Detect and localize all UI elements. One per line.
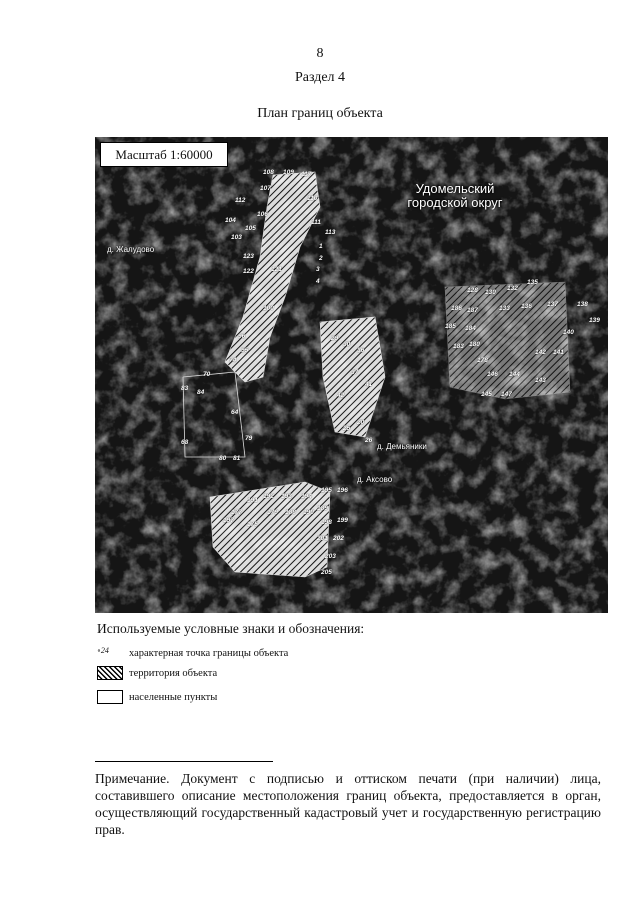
boundary-point-label: 179 (267, 509, 278, 516)
boundary-point-label: 41 (365, 381, 373, 388)
boundary-point-label: 183 (453, 343, 464, 350)
village-label: д. Жалудово (107, 245, 155, 254)
boundary-point-label: 199 (337, 517, 348, 524)
boundary-point-label: 105 (245, 225, 256, 232)
boundary-point-label: 189 (317, 505, 328, 512)
boundary-point-label: 184 (465, 325, 476, 332)
boundary-point-label: 139 (589, 317, 600, 324)
boundary-point-label: 180 (469, 341, 480, 348)
boundary-point-label: 202 (333, 535, 344, 542)
legend-title: Используемые условные знаки и обозначения: (97, 621, 365, 636)
boundary-point-label: 144 (509, 371, 520, 378)
boundary-point-label: 135 (527, 279, 538, 286)
boundary-point-label: 122 (243, 268, 254, 275)
legend-point-sample: 24 (100, 646, 109, 655)
boundary-point-label: 187 (467, 307, 478, 314)
boundary-point-label: 70 (203, 371, 211, 378)
boundary-point-label: 138 (577, 301, 588, 308)
boundary-point-label: 29 (331, 335, 339, 342)
boundary-point-label: 191 (247, 497, 258, 504)
section-title: Раздел 4 (294, 70, 346, 85)
boundary-point-label: 113 (325, 229, 336, 236)
boundary-point-label: 194 (301, 493, 312, 500)
boundary-point-label: 192 (263, 493, 274, 500)
boundary-point-label: 2 (319, 255, 323, 262)
legend-territory-label: территория объекта (129, 667, 218, 679)
plan-title: План границ объекта (257, 106, 383, 121)
boundary-point-label: 177 (231, 509, 242, 516)
page-number: 8 (316, 46, 324, 61)
legend-settlement-row (97, 690, 217, 704)
boundary-point-label: 141 (553, 349, 564, 356)
boundary-point-label: 109 (283, 169, 294, 176)
boundary-point-label: 64 (231, 409, 239, 416)
boundary-point-label: 42 (337, 392, 345, 399)
boundary-point-label: 140 (563, 329, 574, 336)
hatched-area-icon (97, 666, 123, 680)
boundary-point-label: 3 (316, 266, 320, 273)
boundary-point-label: 145 (481, 391, 492, 398)
boundary-point-label: 132 (507, 285, 518, 292)
boundary-point-icon: ∘24 (97, 646, 109, 655)
boundary-point-label: 186 (451, 305, 462, 312)
legend-territory-row (97, 666, 217, 680)
boundary-point-label: 188 (285, 509, 296, 516)
boundary-point-label: 133 (499, 305, 510, 312)
boundary-point-label: 175 (247, 521, 258, 528)
boundary-point-label: 110 (307, 195, 318, 202)
footnote-divider (95, 761, 273, 762)
boundary-point-label: 80 (219, 455, 227, 462)
boundary-point-label: 130 (485, 289, 496, 296)
boundary-point-label: 81 (233, 455, 241, 462)
boundary-point-label: 25 (343, 425, 351, 432)
boundary-point-label: 178 (477, 357, 488, 364)
boundary-point-label: 136 (521, 303, 532, 310)
boundary-point-label: 142 (535, 349, 546, 356)
footnote-note: Примечание. Документ с подписью и оттиском печати (при наличии) лица, составившего описание местоположения границ объекта, предоставляется в орган, осуществляющий государственный кадастровый учет и государственную регистрацию прав. (95, 771, 601, 837)
boundary-point-label: 196 (337, 487, 348, 494)
boundary-point-label: 112 (235, 197, 246, 204)
boundary-point-label: 20 (357, 419, 365, 426)
boundary-point-label: 146 (487, 371, 498, 378)
village-label: д. Демьяники (377, 442, 427, 451)
legend-point-label: характерная точка границы объекта (129, 647, 289, 659)
boundary-point-label: 37 (351, 369, 359, 376)
boundary-point-label: 185 (445, 323, 456, 330)
boundary-point-label: 68 (181, 439, 189, 446)
boundary-point-label: 197 (223, 517, 234, 524)
boundary-point-label: 201 (317, 535, 328, 542)
district-label: Удомельский городской округ (407, 181, 503, 210)
village-label: д. Аксово (357, 475, 393, 484)
boundary-point-label: 111 (311, 219, 321, 226)
scale-label: Масштаб 1:60000 (100, 142, 228, 167)
boundary-map (95, 137, 608, 613)
boundary-point-label: 143 (535, 377, 546, 384)
boundary-point-label: 123 (243, 253, 254, 260)
legend-point-row (97, 646, 288, 660)
boundary-point-label: 117 (301, 171, 312, 178)
legend-settlement-label: населенные пункты (129, 691, 218, 703)
boundary-point-label: 30 (343, 341, 351, 348)
boundary-point-label: 203 (325, 553, 336, 560)
boundary-point-label: 74 (229, 357, 237, 364)
boundary-point-label: 96 (238, 333, 246, 340)
boundary-point-label: 198 (321, 519, 332, 526)
boundary-point-label: 103 (231, 234, 242, 241)
boundary-point-label: 36 (357, 347, 365, 354)
boundary-point-label: 193 (281, 493, 292, 500)
boundary-point-label: 1 (319, 243, 323, 250)
boundary-point-label: 108 (263, 169, 274, 176)
boundary-point-label: 147 (501, 391, 512, 398)
boundary-point-label: 137 (547, 301, 558, 308)
boundary-point-label: 205 (321, 569, 332, 576)
boundary-point-label: 100 (263, 305, 274, 312)
boundary-point-label: 95 (241, 347, 249, 354)
boundary-point-label: 104 (225, 217, 236, 224)
boundary-point-label: 4 (316, 278, 320, 285)
boundary-point-label: 107 (260, 185, 271, 192)
settlement-outline-icon (97, 690, 123, 704)
boundary-point-label: 190 (303, 509, 314, 516)
boundary-point-label: 83 (181, 385, 189, 392)
boundary-point-label: 79 (245, 435, 253, 442)
boundary-point-label: 128 (467, 287, 478, 294)
boundary-point-label: 195 (321, 487, 332, 494)
boundary-point-label: 106 (257, 211, 268, 218)
boundary-point-label: 26 (365, 437, 373, 444)
boundary-point-label: 121 (271, 266, 282, 273)
boundary-point-label: 84 (197, 389, 205, 396)
